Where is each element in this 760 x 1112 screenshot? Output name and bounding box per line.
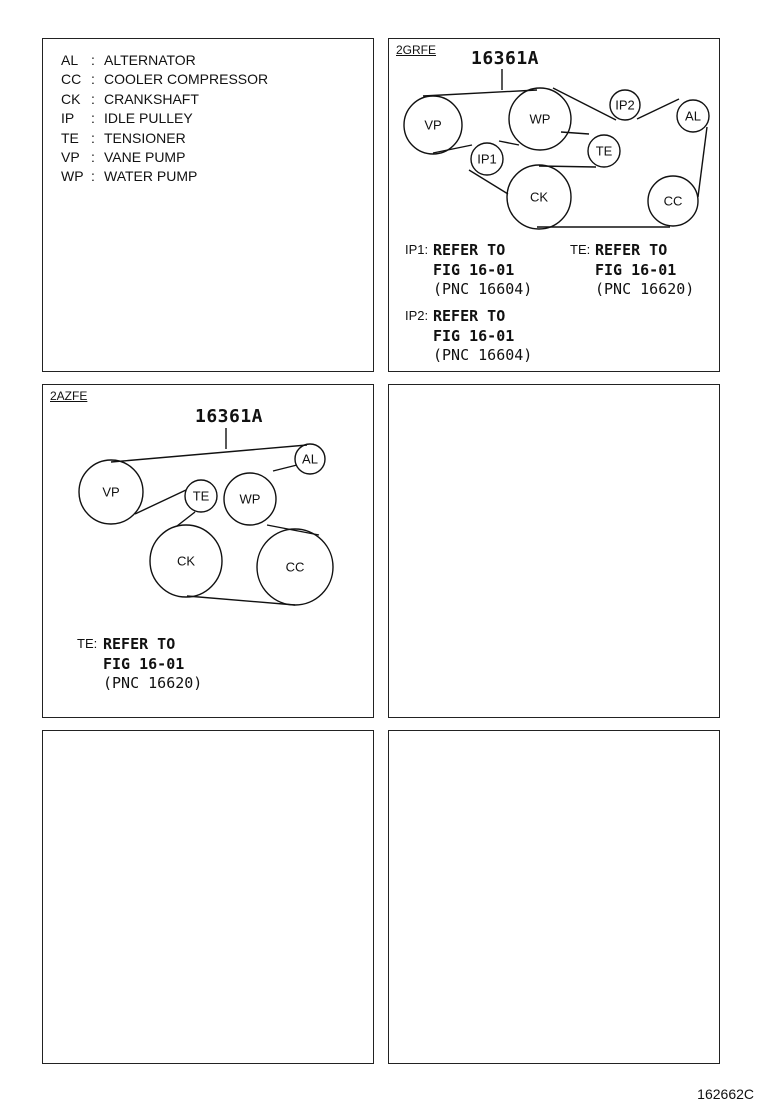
note-tag: IP2: <box>405 308 429 323</box>
legend-abbr: TE <box>61 129 79 146</box>
note-fig: FIG 16-01 <box>595 260 677 279</box>
legend-colon: : <box>91 52 95 68</box>
legend-row-te <box>61 129 268 148</box>
belt-segment <box>698 127 707 197</box>
legend-name: ALTERNATOR <box>104 52 196 68</box>
pulley-label: CK <box>176 553 196 569</box>
diagram-panel-2azfe <box>42 384 374 718</box>
pulley-label: IP1 <box>477 151 497 167</box>
legend-colon: : <box>91 168 95 185</box>
note-fig: FIG 16-01 <box>433 260 515 279</box>
pulley-label: CC <box>663 193 683 209</box>
note-tag: TE: <box>570 242 591 257</box>
legend-row-al <box>61 51 268 70</box>
pulley-label: WP <box>529 111 551 127</box>
pulley-label: CC <box>285 559 305 575</box>
legend-abbr: WP <box>61 168 84 185</box>
note-body <box>595 241 694 300</box>
legend-colon: : <box>91 71 95 88</box>
part-number-label: 16361A <box>195 406 264 427</box>
note-refer: REFER TO <box>595 241 668 259</box>
empty-panel <box>388 384 720 718</box>
legend-name: WATER PUMP <box>104 168 198 185</box>
belt-segment <box>111 445 307 462</box>
note-refer: REFER TO <box>103 635 176 653</box>
figure-code: 162662C <box>697 1086 754 1102</box>
empty-panel <box>388 730 720 1064</box>
belt-segment <box>553 88 616 120</box>
pulley-label: CK <box>529 189 549 205</box>
empty-panel <box>42 730 374 1064</box>
pulley-label: AL <box>685 108 701 124</box>
diagram-panel-2grfe <box>388 38 720 372</box>
pulley-label: AL <box>302 451 318 467</box>
note-pnc: (PNC 16604) <box>433 280 533 298</box>
legend-abbr: CC <box>61 71 82 88</box>
belt-segment <box>267 525 319 535</box>
engine-label: 2AZFE <box>50 389 88 403</box>
note-pnc: (PNC 16620) <box>103 674 203 692</box>
legend-abbr: AL <box>61 52 79 68</box>
legend-colon: : <box>91 129 95 146</box>
legend-name: VANE PUMP <box>104 149 186 166</box>
legend-row-ip <box>61 109 268 128</box>
belt-segment <box>469 170 508 194</box>
legend-name: COOLER COMPRESSOR <box>104 71 269 88</box>
note-refer: REFER TO <box>433 307 506 325</box>
legend-row-vp <box>61 148 268 167</box>
legend-colon: : <box>91 90 95 107</box>
note-tag: TE: <box>77 636 98 651</box>
legend-abbr: VP <box>61 149 80 166</box>
pulley-label: IP2 <box>615 97 635 113</box>
legend-row-wp <box>61 167 268 186</box>
note-pnc: (PNC 16604) <box>433 346 533 364</box>
note-fig: FIG 16-01 <box>103 654 185 673</box>
note-body <box>433 241 532 300</box>
belt-segment <box>561 132 589 134</box>
note-body <box>103 635 202 694</box>
pulley-label: VP <box>424 117 442 133</box>
pulley-label: WP <box>239 491 261 507</box>
belt-segment <box>637 99 679 119</box>
legend-abbr: IP <box>61 110 75 127</box>
belt-diagram-2azfe <box>43 385 375 719</box>
belt-segment <box>273 465 297 471</box>
note-fig: FIG 16-01 <box>433 326 515 345</box>
part-number-label: 16361A <box>471 48 540 69</box>
belt-segment <box>499 141 519 145</box>
note-refer: REFER TO <box>433 241 506 259</box>
pulley-label: TE <box>192 488 210 504</box>
legend-row-cc <box>61 70 268 89</box>
belt-segment <box>177 512 195 526</box>
note-tag: IP1: <box>405 242 429 257</box>
legend-colon: : <box>91 149 95 166</box>
legend-panel <box>42 38 374 372</box>
note-body <box>433 307 532 366</box>
pulley-label: TE <box>595 143 613 159</box>
legend-name: IDLE PULLEY <box>104 110 193 127</box>
legend-abbr: CK <box>61 90 81 107</box>
legend-name: TENSIONER <box>104 129 186 146</box>
note-pnc: (PNC 16620) <box>595 280 695 298</box>
engine-label: 2GRFE <box>396 43 437 57</box>
legend-row-ck <box>61 90 268 109</box>
pulley-label: VP <box>102 484 120 500</box>
belt-segment <box>187 596 295 605</box>
legend-colon: : <box>91 110 95 127</box>
legend <box>61 51 268 187</box>
legend-name: CRANKSHAFT <box>104 90 199 107</box>
